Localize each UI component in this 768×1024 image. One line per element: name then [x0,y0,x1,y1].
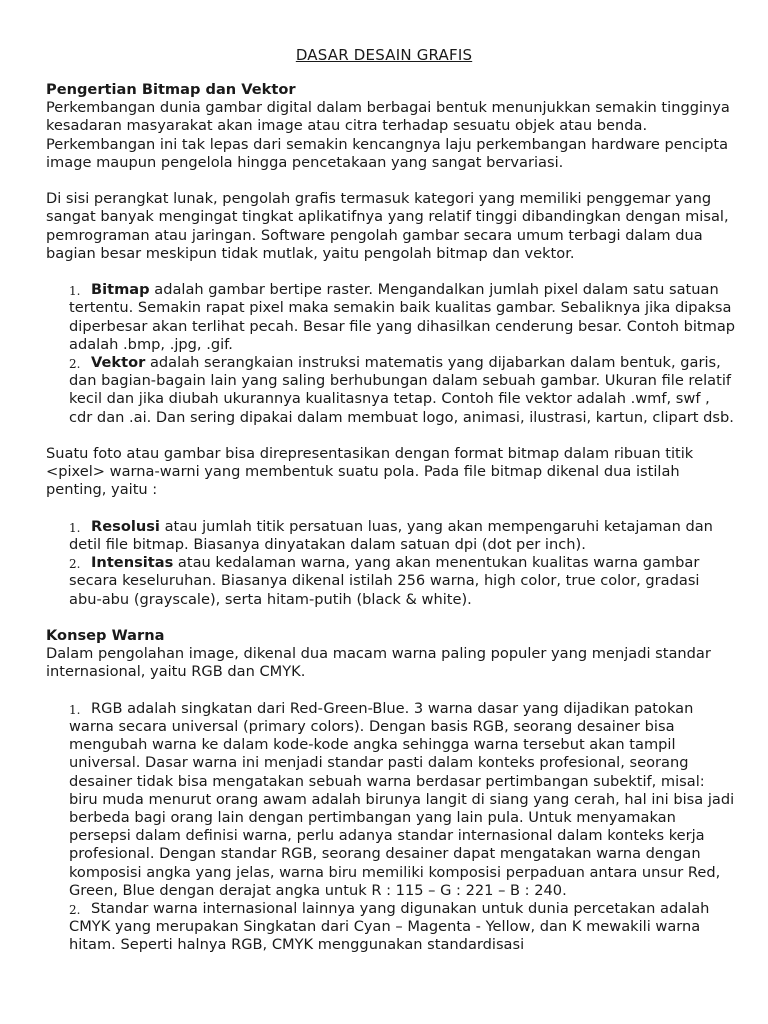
list-item-text: Standar warna internasional lainnya yang digunakan untuk dunia percetakan adalah CMYK yang merupakan Singkatan dari Cyan – Magenta - Yellow, dan K mewakili warna hitam. Seperti halnya RGB, CMYK menggunakan standardisasi [69,900,710,954]
document-body [46,81,736,955]
spacer [46,500,736,518]
term-intensitas: Intensitas [91,554,174,572]
section-heading-konsep-warna: Konsep Warna [46,627,165,645]
list-number: 1. [69,520,81,535]
list-number: 2. [69,357,81,372]
list-item [46,518,736,554]
term-bitmap: Bitmap [91,281,150,299]
list-item [46,700,736,900]
paragraph-pixel: Suatu foto atau gambar bisa direpresentasikan dengan format bitmap dalam ribuan titik <pixel> warna-warni yang membentuk suatu pola. Pada file bitmap dikenal dua istilah penting, yaitu : [46,445,694,499]
list-item-text: adalah serangkaian instruksi matematis yang dijabarkan dalam bentuk, garis, dan bagian-bagain lain yang saling berhubungan dalam sebuah gambar. Ukuran file relatif kecil dan jika diubah ukurannya kualitasnya tetap. Contoh file vektor adalah .wmf, swf , cdr dan .ai. Dan sering dipakai dalam membuat logo, animasi, ilustrasi, kartun, clipart dsb. [69,354,734,426]
paragraph-software: Di sisi perangkat lunak, pengolah grafis termasuk kategori yang memiliki penggemar yang sangat banyak mengingat tingkat aplikatifnya yang relatif tinggi dibandingkan dengan misal, pemrograman atau jaringan. Software pengolah gambar secara umum terbagi dalam dua bagian besar meskipun tidak mutlak, yaitu pengolah bitmap dan vektor. [46,190,729,262]
list-resolusi-intensitas [46,518,736,609]
paragraph-intro: Perkembangan dunia gambar digital dalam berbagai bentuk menunjukkan semakin tingginya kesadaran masyarakat akan image atau citra terhadap sesuatu objek atau benda. Perkembangan ini tak lepas dari semakin kencangnya laju perkembangan hardware pencipta image maupun pengelola hingga pencetakaan yang sangat bervariasi. [46,99,730,171]
list-item-body [69,281,736,354]
spacer [46,263,736,281]
list-item-text: atau kedalaman warna, yang akan menentukan kualitas warna gambar secara keseluruhan. Biasanya dikenal istilah 256 warna, high color, true color, gradasi abu-abu (grayscale), serta hitam-putih (black & white). [69,554,700,608]
list-item [46,281,736,354]
list-item [46,900,736,955]
list-item-text: atau jumlah titik persatuan luas, yang akan mempengaruhi ketajaman dan detil file bitmap. Biasanya dinyatakan dalam satuan dpi (dot per inch). [69,517,713,554]
list-rgb-cmyk [46,700,736,955]
list-number: 2. [69,557,81,572]
list-item-body [69,554,736,609]
section-heading-bitmap-vektor: Pengertian Bitmap dan Vektor [46,81,296,98]
paragraph-warna: Dalam pengolahan image, dikenal dua macam warna paling populer yang menjadi standar internasional, yaitu RGB dan CMYK. [46,645,711,681]
spacer [46,682,736,700]
list-item-body [69,354,736,427]
document-title: DASAR DESAIN GRAFIS [295,46,473,64]
list-item-text: adalah gambar bertipe raster. Mengandalkan jumlah pixel dalam satu satuan tertentu. Semakin rapat pixel maka semakin baik kualitas gambar. Sebaliknya jika dipaksa diperbesar akan terlihat pecah. Besar file yang dihasilkan cenderung besar. Contoh bitmap adalah .bmp, .jpg, .gif. [69,281,736,353]
spacer [46,427,736,445]
list-number: 2. [69,903,81,918]
list-item-text: RGB adalah singkatan dari Red-Green-Blue. 3 warna dasar yang dijadikan patokan warna secara universal (primary colors). Dengan basis RGB, seorang desainer bisa mengubah warna ke dalam kode-kode angka sehingga warna tersebut akan tampil universal. Dasar warna ini menjadi standar pasti dalam konteks profesional, seorang desainer tidak bisa mengatakan sebuah warna berdasar pertimbangan subektif, misal: biru muda menurut orang awam adalah birunya langit di siang yang cerah, hal ini bisa jadi berbeda bagi orang lain dengan pertimbangan yang lain pula. Untuk menyamakan persepsi dalam definisi warna, perlu adanya standar internasional dalam konteks kerja profesional. Dengan standar RGB, seorang desainer dapat mengatakan warna dengan komposisi angka yang jelas, warna biru memiliki komposisi perpaduan antara unsur Red, Green, Blue dengan derajat angka untuk R : 115 – G : 221 – B : 240. [69,699,735,899]
list-item [46,554,736,609]
spacer [46,172,736,190]
list-bitmap-vektor [46,281,736,427]
term-resolusi: Resolusi [91,517,160,535]
list-number: 1. [69,284,81,299]
list-item [46,354,736,427]
list-item-body [69,518,736,554]
list-number: 1. [69,702,81,717]
term-vektor: Vektor [91,354,146,372]
spacer [46,609,736,627]
